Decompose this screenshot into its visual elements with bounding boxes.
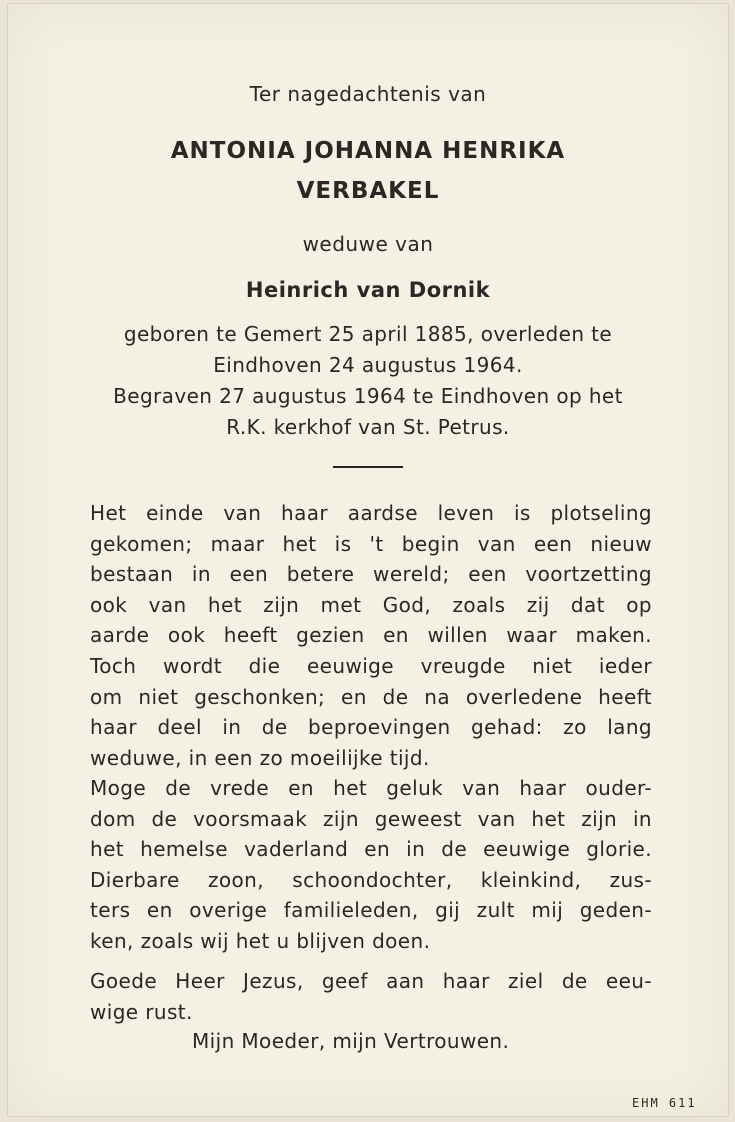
text-line: ken, zoals wij het u blijven doen.: [90, 928, 431, 953]
text-line: Toch wordt die eeuwige vreugde niet ieder: [90, 653, 652, 678]
printer-code: EHM 611: [632, 1096, 697, 1110]
closing-line: Mijn Moeder, mijn Vertrouwen.: [192, 1029, 510, 1053]
text-line: gekomen; maar het is 't begin van een nieuw: [90, 531, 652, 556]
text-line: Dierbare zoon, schoondochter, kleinkind, zus-: [90, 867, 652, 892]
widow-of-text: weduwe van: [302, 232, 434, 256]
text-line: ook van het zijn met God, zoals zij dat op: [90, 592, 652, 617]
bio-line: geboren te Gemert 25 april 1885, overleden te: [123, 322, 613, 346]
deceased-name-line1: ANTONIA JOHANNA HENRIKA: [170, 138, 566, 164]
text-line: dom de voorsmaak zijn geweest van het zijn in: [90, 806, 652, 831]
text-line: wige rust.: [90, 999, 193, 1024]
bio-line: R.K. kerkhof van St. Petrus.: [226, 415, 510, 439]
paragraph-family: [90, 773, 652, 957]
bio-line: Eindhoven 24 augustus 1964.: [213, 353, 523, 377]
text-line: bestaan in een betere wereld; een voortzetting: [90, 562, 652, 587]
husband-name: Heinrich van Dornik: [245, 278, 491, 302]
text-line: weduwe, in een zo moeilijke tijd.: [90, 745, 430, 770]
text-line: Goede Heer Jezus, geef aan haar ziel de eeu-: [90, 969, 652, 993]
text-line: aarde ook heeft gezien en willen waar maken.: [90, 623, 652, 648]
memorial-card: [8, 4, 728, 1116]
divider-rule: [333, 466, 403, 468]
text-line: Moge de vrede en het geluk van haar ouder-: [90, 776, 652, 800]
text-line: het hemelse vaderland en in de eeuwige glorie.: [90, 837, 652, 862]
intro-text: Ter nagedachtenis van: [249, 82, 487, 106]
text-line: Het einde van haar aardse leven is plotseling: [90, 501, 652, 525]
bio-line: Begraven 27 augustus 1964 te Eindhoven op het: [113, 384, 623, 408]
text-line: haar deel in de beproevingen gehad: zo lang: [90, 715, 652, 740]
deceased-name-line2: VERBAKEL: [296, 178, 440, 204]
text-line: om niet geschonken; en de na overledene heeft: [90, 684, 652, 709]
paragraph-reflection: [90, 498, 652, 773]
text-line: ters en overige familieleden, gij zult mij geden-: [90, 898, 652, 923]
paragraph-prayer: [90, 966, 652, 1027]
